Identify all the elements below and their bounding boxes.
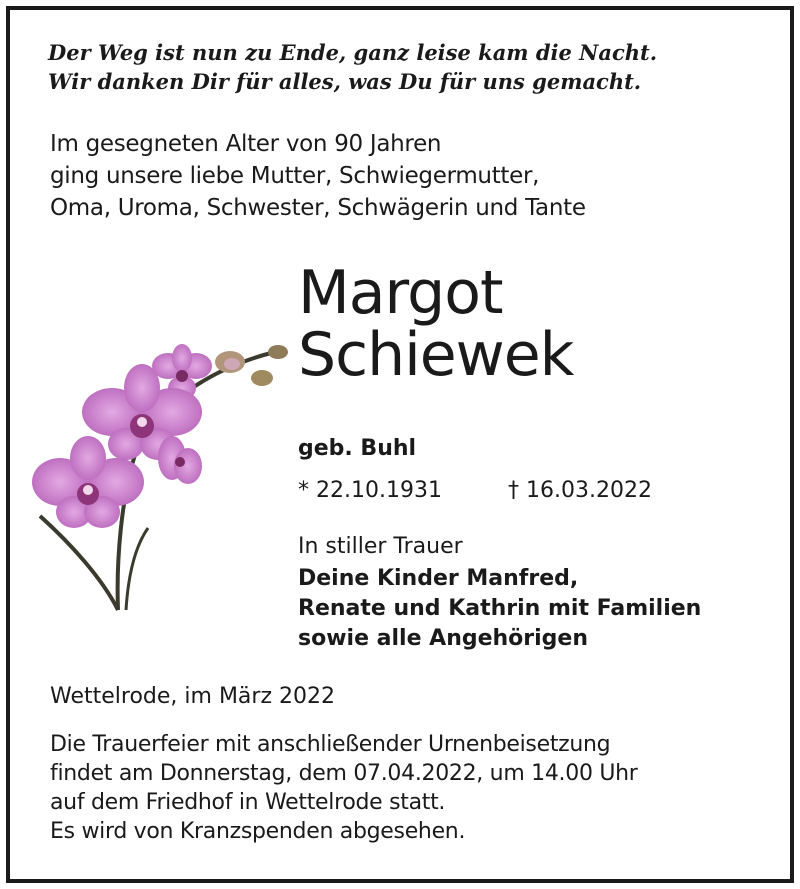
verse-line-2: Wir danken Dir für alles, was Du für uns gemacht. [48,69,642,94]
ceremony-line-2: findet am Donnerstag, dem 07.04.2022, um 14.00 Uhr [50,761,638,786]
birth-date: * 22.10.1931 [298,478,442,503]
intro-line-1: Im gesegneten Alter von 90 Jahren [50,131,442,157]
memorial-verse [48,38,657,96]
mourners-line-1: Deine Kinder Manfred, [298,566,579,591]
last-name: Schiewek [298,320,574,390]
intro-line-2: ging unsere liebe Mutter, Schwiegermutter, [50,163,540,189]
verse-line-1: Der Weg ist nun zu Ende, ganz leise kam die Nacht. [48,40,658,65]
orchid-flower-icon [30,338,295,618]
mourning-intro: In stiller Trauer [298,534,463,559]
ceremony-line-3: auf dem Friedhof in Wettelrode statt. [50,790,446,815]
mourners-list [298,564,701,654]
intro-text [50,128,586,224]
place-date: Wettelrode, im März 2022 [50,684,335,709]
mourners-line-2: Renate und Kathrin mit Familien [298,596,702,621]
death-date: † 16.03.2022 [508,478,652,503]
ceremony-details [50,730,638,846]
intro-line-3: Oma, Uroma, Schwester, Schwägerin und Tante [50,195,586,221]
deceased-name [298,258,574,390]
ceremony-line-1: Die Trauerfeier mit anschließender Urnenbeisetzung [50,732,611,757]
maiden-name: geb. Buhl [298,436,417,461]
ceremony-line-4: Es wird von Kranzspenden abgesehen. [50,819,466,844]
mourners-line-3: sowie alle Angehörigen [298,626,589,651]
first-name: Margot [298,258,503,328]
